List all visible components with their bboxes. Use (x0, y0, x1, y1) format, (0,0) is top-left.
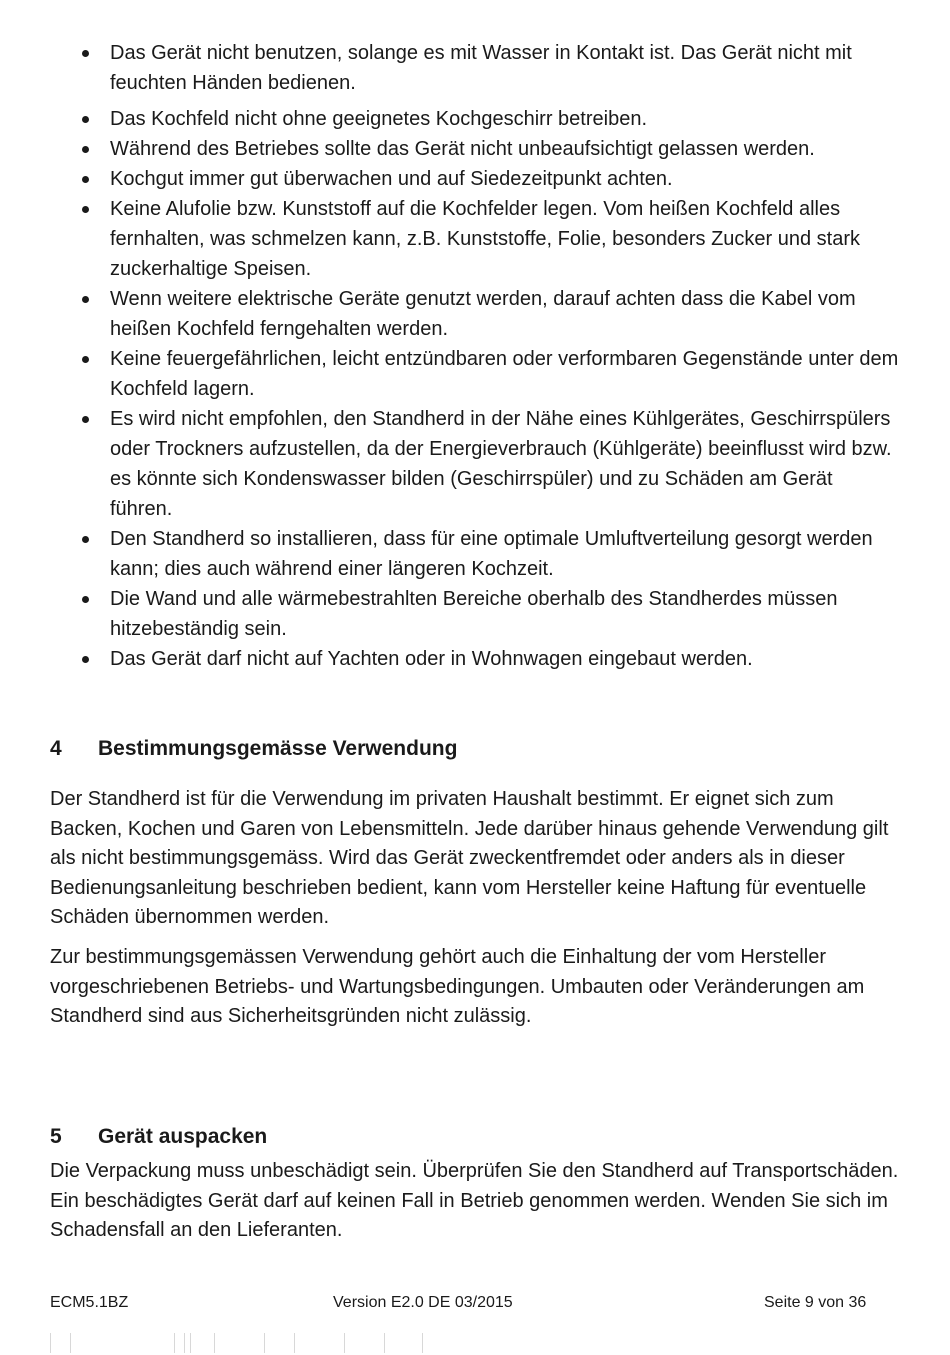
list-item: Während des Betriebes sollte das Gerät nicht unbeaufsichtigt gelassen werden. (80, 134, 900, 164)
list-item: Das Kochfeld nicht ohne geeignetes Kochgeschirr betreiben. (80, 104, 900, 134)
bullet-icon (82, 206, 89, 213)
footer-page-number: Seite 9 von 36 (764, 1294, 867, 1311)
list-item: Keine Alufolie bzw. Kunststoff auf die Kochfelder legen. Vom heißen Kochfeld alles fernhalten, was schmelzen kann, z.B. Kunststoffe, Folie, besonders Zucker und stark zuckerhaltige Speisen. (80, 194, 900, 284)
bullet-icon (82, 146, 89, 153)
section-5-paragraph-1: Die Verpackung muss unbeschädigt sein. Überprüfen Sie den Standherd auf Transportschäden. Ein beschädigtes Gerät darf auf keinen Fall in Betrieb genommen werden. Wenden Sie sich im Schadensfall an den Lieferanten. (50, 1160, 899, 1241)
bullet-icon (82, 50, 89, 57)
list-item: Das Gerät darf nicht auf Yachten oder in Wohnwagen eingebaut werden. (80, 644, 900, 674)
list-item: Die Wand und alle wärmebestrahlten Bereiche oberhalb des Standherdes müssen hitzebeständig sein. (80, 584, 900, 644)
bullet-icon (82, 176, 89, 183)
bullet-icon (82, 416, 89, 423)
bullet-icon (82, 536, 89, 543)
section-4-title: Bestimmungsgemässe Verwendung (98, 737, 458, 760)
bullet-icon (82, 656, 89, 663)
list-item: Den Standherd so installieren, dass für eine optimale Umluftverteilung gesorgt werden kann; dies auch während einer längeren Kochzeit. (80, 524, 900, 584)
bullet-icon (82, 596, 89, 603)
section-5-heading (50, 1122, 267, 1152)
section-4-paragraph-2: Zur bestimmungsgemässen Verwendung gehört auch die Einhaltung der vom Hersteller vorgeschriebenen Betriebs- und Wartungsbedingungen. Umbauten oder Veränderungen am Standherd sind aus Sicherheitsgründen nicht zulässig. (50, 946, 865, 1027)
list-item: Wenn weitere elektrische Geräte genutzt werden, darauf achten dass die Kabel vom heißen Kochfeld ferngehalten werden. (80, 284, 900, 344)
safety-bullet-list (80, 38, 900, 674)
section-4-number: 4 (50, 737, 62, 760)
footer-version: Version E2.0 DE 03/2015 (333, 1294, 513, 1311)
section-5-title: Gerät auspacken (98, 1125, 268, 1148)
list-item: Kochgut immer gut überwachen und auf Siedezeitpunkt achten. (80, 164, 900, 194)
footer-model: ECM5.1BZ (50, 1294, 129, 1311)
bullet-icon (82, 356, 89, 363)
list-item: Das Gerät nicht benutzen, solange es mit Wasser in Kontakt ist. Das Gerät nicht mit feuchten Händen bedienen. (80, 38, 900, 98)
section-4-paragraph-1: Der Standherd ist für die Verwendung im privaten Haushalt bestimmt. Er eignet sich zum Backen, Kochen und Garen von Lebensmitteln. Jede darüber hinaus gehende Verwendung gilt als nicht bestimmungsgemäss. Wird das Gerät zweckentfremdet oder anders als in dieser Bedienungsanleitung beschrieben bedient, kann vom Hersteller keine Haftung für eventuelle Schäden übernommen werden. (50, 788, 889, 928)
section-5-number: 5 (50, 1125, 62, 1148)
list-item: Keine feuergefährlichen, leicht entzündbaren oder verformbaren Gegenstände unter dem Kochfeld lagern. (80, 344, 900, 404)
bullet-icon (82, 296, 89, 303)
bullet-icon (82, 116, 89, 123)
list-item: Es wird nicht empfohlen, den Standherd in der Nähe eines Kühlgerätes, Geschirrspülers oder Trockners aufzustellen, da der Energieverbrauch (Kühlgeräte) beeinflusst wird bzw. es könnte sich Kondenswasser bilden (Geschirrspüler) und zu Schäden am Gerät führen. (80, 404, 900, 524)
section-4-heading (50, 734, 457, 764)
scan-artifact-marks (50, 1333, 430, 1353)
